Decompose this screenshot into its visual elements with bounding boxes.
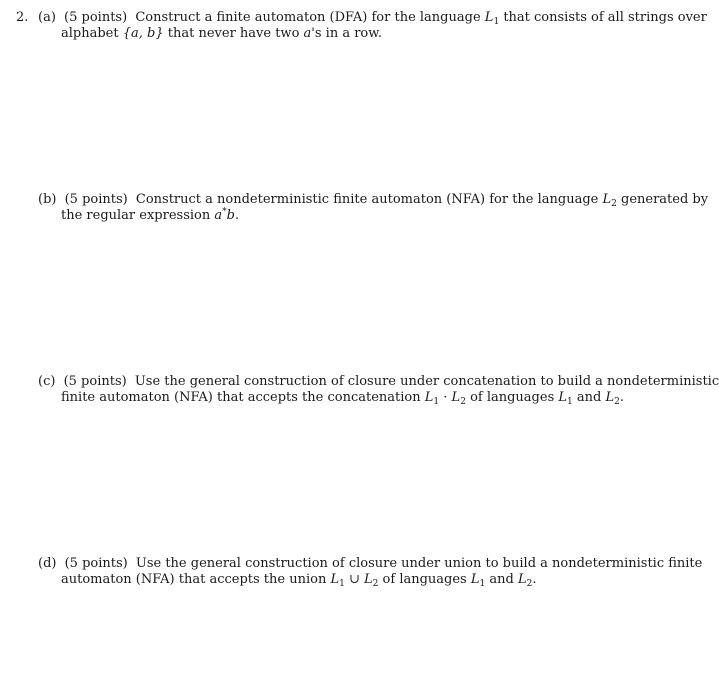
part-a-var-a: a [303,26,312,41]
part-d-line-2 [38,572,638,588]
part-b-label: (b) [38,192,57,207]
part-b-var-L: L [602,192,612,207]
part-c-line-2 [38,390,638,406]
part-c-sub-2: 2 [460,397,466,407]
part-d-sub-2-b: 2 [526,579,533,589]
part-a-text-1-tail: that consists of all strings over [503,10,707,25]
part-c-var-L1-b: L [558,390,568,405]
part-c-var-L1: L [424,390,434,405]
part-a-var-L: L [484,10,494,25]
part-a-text-2-mid: that never have two [167,26,300,41]
part-c-sub-2-b: 2 [614,397,620,407]
part-a-text-2-tail: 's in a row. [311,26,382,41]
part-d-var-L2-b: L [517,572,527,587]
part-d [38,556,703,589]
part-b-expr-b: b [226,208,235,223]
part-a-text-1: Construct a finite automaton (DFA) for the language [135,10,481,25]
part-d-var-L1-b: L [470,572,480,587]
part-d-and: and [489,572,514,587]
part-a-points: (5 points) [64,10,128,25]
part-d-text-1: Use the general construction of closure under union to build a nondeterministic finite [135,556,703,571]
part-c-var-L2: L [451,390,461,405]
part-c-text-2-mid: of languages [470,390,555,405]
problem-number: 2. [16,10,29,25]
part-c-line-1 [38,374,719,390]
part-a-text-2-head: alphabet [61,26,119,41]
part-a-line-1 [38,10,707,27]
part-d-union-op: ∪ [348,572,360,587]
part-d-var-L2: L [364,572,373,587]
part-b [38,192,709,224]
part-d-text-2-head: automaton (NFA) that accepts the union [61,572,327,587]
part-b-text-1-tail: generated by [621,192,709,207]
part-a-sub-1: 1 [493,17,500,27]
part-b-expr-a: a [214,208,223,223]
part-c-points: (5 points) [63,374,127,389]
part-c-and: and [576,390,602,405]
part-d-line-1 [38,556,703,572]
part-b-line-2 [38,208,638,224]
part-d-text-2-mid: of languages [382,572,467,587]
part-d-var-L1: L [330,572,340,587]
part-c-sub-1-b: 1 [567,397,573,407]
part-c-text-2-tail: . [619,390,625,405]
part-c [38,374,719,407]
part-d-label: (d) [38,556,57,571]
part-b-expr-star: * [222,207,227,217]
part-b-points: (5 points) [64,192,128,207]
part-a-alphabet-set: {a, b} [122,26,164,41]
part-c-var-L2-b: L [605,390,615,405]
part-d-points: (5 points) [64,556,128,571]
part-c-label: (c) [38,374,56,389]
part-c-concat-op: · [443,390,448,405]
part-c-text-2-head: finite automaton (NFA) that accepts the concatenation [61,390,421,405]
part-a-label: (a) [38,10,56,25]
part-a [38,10,707,42]
part-c-text-1: Use the general construction of closure under concatenation to build a nondeterministic [134,374,719,389]
part-b-text-2-head: the regular expression [61,208,211,223]
part-b-text-2-tail: . [234,208,240,223]
part-c-sub-1: 1 [433,397,440,407]
part-d-sub-1-b: 1 [479,579,486,589]
part-b-sub-2: 2 [611,199,617,209]
part-d-sub-1: 1 [339,579,345,589]
part-b-text-1: Construct a nondeterministic finite automaton (NFA) for the language [135,192,599,207]
part-b-line-1 [38,192,709,209]
part-d-text-2-tail: . [532,572,537,587]
part-d-sub-2: 2 [372,579,379,589]
part-a-line-2 [38,26,638,42]
